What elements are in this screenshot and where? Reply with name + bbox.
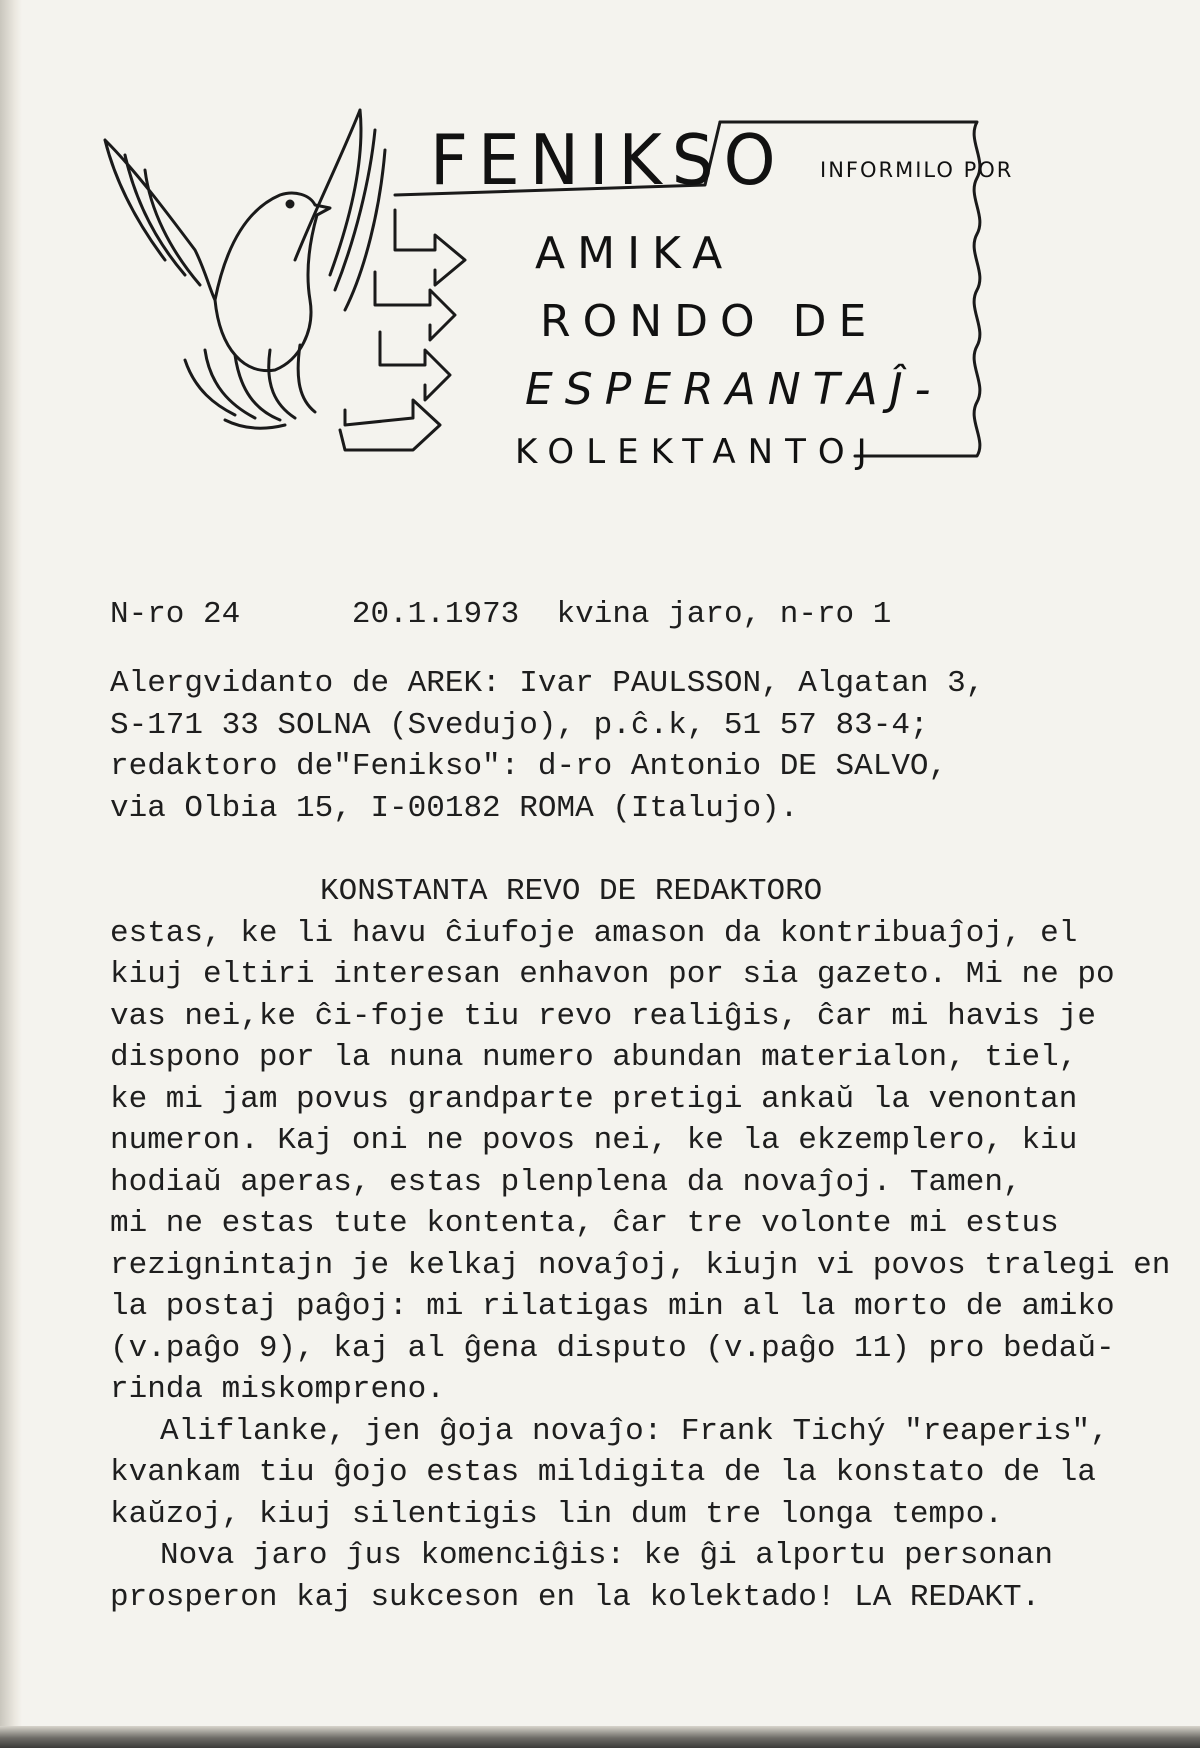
article-line: kiuj eltiri interesan enhavon por sia gazeto. Mi ne po (110, 957, 1115, 992)
logo-line-2: RONDO DE (540, 296, 879, 347)
article-line: la postaj paĝoj: mi rilatigas min al la morto de amiko (110, 1289, 1115, 1324)
arrow-3 (380, 332, 450, 400)
article-line: hodiaŭ aperas, estas plenplena da novaĵoj. Tamen, (110, 1164, 1022, 1200)
phoenix-left-wing (105, 140, 215, 300)
article-line: kaŭzoj, kiuj silentigis lin dum tre longa tempo. (110, 1496, 1003, 1532)
editorial-article (110, 871, 1171, 1618)
article-line: estas, ke li havu ĉiufoje amason da kontribuaĵoj, el (110, 915, 1078, 951)
arrow-4 (340, 400, 440, 450)
article-line: numeron. Kaj oni ne povos nei, ke la ekzemplero, kiu (110, 1123, 1078, 1158)
issue-number: N-ro 24 (110, 597, 241, 632)
logo-title: FENIKSO (430, 120, 786, 201)
address-line: redaktoro de"Fenikso": d-ro Antonio DE SALVO, (110, 749, 948, 784)
article-line: prosperon kaj sukceson en la kolektado! LA REDAKT. (110, 1579, 1041, 1615)
article-heading: KONSTANTA REVO DE REDAKTORO (320, 874, 823, 909)
logo-line-1: AMIKA (535, 228, 735, 279)
address-block (110, 663, 1110, 829)
article-line: Aliflanke, jen ĝoja novaĵo: Frank Tichý "reaperis", (160, 1413, 1109, 1449)
phoenix-flames (185, 345, 315, 428)
article-line: dispono por la nuna numero abundan materialon, tiel, (110, 1040, 1078, 1075)
page-binding-edge (0, 0, 22, 1748)
logo-line-4: KOLEKTANTOJ (515, 432, 879, 472)
article-line: Nova jaro ĵus komenciĝis: ke ĝi alportu personan (160, 1538, 1053, 1573)
issue-line (110, 594, 1110, 636)
address-line: S-171 33 SOLNA (Svedujo), p.ĉ.k, 51 57 83-4; (110, 707, 929, 743)
article-line: rezignintajn je kelkaj novaĵoj, kiujn vi povos tralegi en (110, 1247, 1171, 1283)
issue-date: 20.1.1973 (351, 597, 520, 632)
article-line: vas nei,ke ĉi-foje tiu revo realiĝis, ĉar mi havis je (110, 998, 1096, 1034)
address-line: Alergvidanto de AREK: Ivar PAULSSON, Algatan 3, (110, 666, 985, 701)
article-line: rinda miskompreno. (110, 1372, 445, 1407)
logo-subtitle: INFORMILO POR (820, 158, 1014, 182)
logo-line-3: ESPERANTAĴ- (525, 364, 943, 415)
issue-volume: kvina jaro, n-ro 1 (556, 597, 892, 632)
masthead (95, 100, 1105, 520)
article-line: mi ne estas tute kontenta, ĉar tre volonte mi estus (110, 1206, 1059, 1241)
article-line: (v.paĝo 9), kaj al ĝena disputo (v.paĝo 11) pro bedaŭ- (110, 1330, 1115, 1366)
arrow-2 (375, 272, 455, 340)
article-line: ke mi jam povus grandparte pretigi ankaŭ la venontan (110, 1081, 1078, 1117)
scan-bottom-edge (0, 1726, 1200, 1748)
article-line: kvankam tiu ĝojo estas mildigita de la konstato de la (110, 1455, 1096, 1490)
address-line: via Olbia 15, I-00182 ROMA (Italujo). (110, 790, 799, 826)
arrow-1 (395, 210, 465, 285)
